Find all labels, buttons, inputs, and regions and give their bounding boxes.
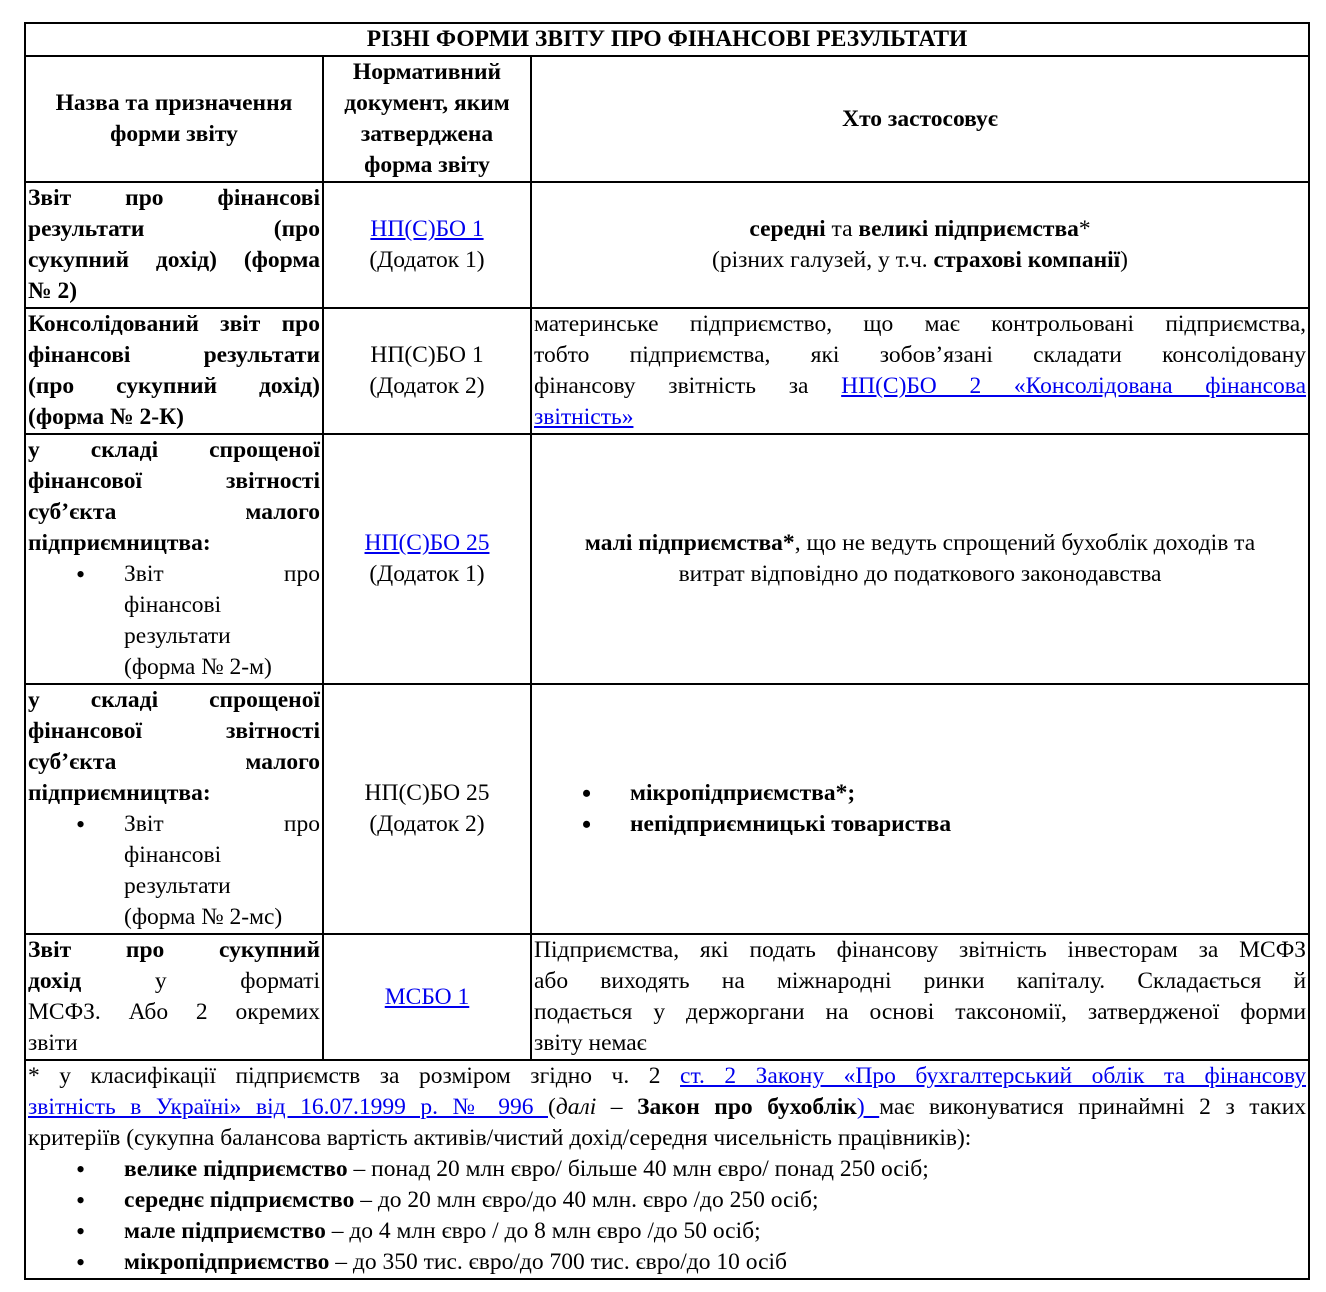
footnote-cell: * у класифікації підприємств за розміром згідно ч. 2 ст. 2 Закону «Про бухгалтерський облік та фінансову звітність в Україні» від 16.07.1999 р. № 996 (далі – Закон про бухоблік) має виконуватися принаймні 2 з таких критеріїв (сукупна балансова вартість активів/чистий дохід/середня чисельність працівників): • велике підприємство – понад 20 млн євро/ більше 40 млн євро/ понад 250 осіб; • середнє підприємство – до 20 млн євро/до 40 млн. євро /до 250 осіб; • мале підприємство – до 4 млн євро / до 8 млн євро /до 50 осіб; • мікропідприємство – до 350 тис. євро/до 700 тис. євро/до 10 осіб [25,1060,1309,1279]
list-item: • Звіт про фінансові результати (форма № 2-м) [124,559,320,683]
list-item: • мале підприємство – до 4 млн євро / до 8 млн євро /до 50 осіб; [124,1216,1306,1247]
table-row [25,434,1309,684]
list-item: • велике підприємство – понад 20 млн євро/ більше 40 млн євро/ понад 250 осіб; [124,1154,1306,1185]
normative-doc-cell [323,182,531,308]
appendix-note: (Додаток 2) [369,811,485,837]
form-name-cell: у складі спрощеної фінансової звітності суб’єкта малого підприємництва: • Звіт про фінансові результати (форма № 2-м) [25,434,323,684]
list-item: • середнє підприємство – до 20 млн євро/до 40 млн. євро /до 250 осіб; [124,1185,1306,1216]
form-name-cell: Звіт про фінансові результати (про сукупний дохід) (форма № 2) [25,182,323,308]
form-name-cell: Консолідований звіт про фінансові результати (про сукупний дохід) (форма № 2-К) [25,308,323,434]
npsbo2-link[interactable]: НП(С)БО 2 «Консолідована фінансова [841,373,1307,399]
who-applies-cell: малі підприємства*, що не ведуть спрощений бухоблік доходів та витрат відповідно до податкового законодавства [531,434,1309,684]
accounting-law-link[interactable]: ст. 2 Закону «Про бухгалтерський облік та фінансову [680,1063,1307,1089]
appendix-note: (Додаток 1) [369,561,485,587]
list-item: • мікропідприємство – до 350 тис. євро/до 700 тис. євро/до 10 осіб [124,1247,1306,1278]
header-who-applies: Хто застосовує [531,56,1309,182]
npsbo1-link[interactable]: НП(С)БО 1 [370,216,484,242]
who-applies-cell: Підприємства, які подать фінансову звітність інвесторам за МСФЗ або виходять на міжнародні ринки капіталу. Складається й подається у держоргани на основі таксономії, затвердженої форми звіту немає [531,934,1309,1060]
normative-doc-cell [323,434,531,684]
table-row [25,308,1309,434]
list-item: • мікропідприємства*; [630,778,1306,809]
table-title: РІЗНІ ФОРМИ ЗВІТУ ПРО ФІНАНСОВІ РЕЗУЛЬТАТИ [25,23,1309,56]
table-row [25,182,1309,308]
list-item: • Звіт про фінансові результати (форма № 2-мс) [124,809,320,933]
normative-doc-cell [323,934,531,1060]
who-applies-cell: середні та великі підприємства* (різних галузей, у т.ч. страхові компанії) [531,182,1309,308]
form-name-cell: Звіт про сукупний дохід у форматі МСФЗ. Або 2 окремих звіти [25,934,323,1060]
table-row [25,934,1309,1060]
who-applies-cell: материнське підприємство, що має контрольовані підприємства, тобто підприємства, які зобов’язані складати консолідовану фінансову звітність за НП(С)БО 2 «Консолідована фінансова звітність» [531,308,1309,434]
npsbo2-link-continued[interactable]: звітність» [534,404,634,430]
accounting-law-link-end[interactable]: ) [856,1094,880,1120]
header-form-name: Назва та призначення форми звіту [25,56,323,182]
form-bullet-list [28,809,320,933]
npsbo25-link[interactable]: НП(С)БО 25 [364,530,490,556]
table-row [25,684,1309,934]
appendix-note: (Додаток 1) [369,247,485,273]
list-item: • непідприємницькі товариства [630,809,1306,840]
who-bullet-list [534,778,1306,840]
form-bullet-list [28,559,320,683]
criteria-list [28,1154,1306,1278]
accounting-law-link-continued[interactable]: звітність в Україні» від 16.07.1999 р. № 996 [28,1094,548,1120]
normative-doc-cell: НП(С)БО 1 (Додаток 2) [323,308,531,434]
form-name-cell: у складі спрощеної фінансової звітності суб’єкта малого підприємництва: • Звіт про фінансові результати (форма № 2-мс) [25,684,323,934]
header-normative-doc: Нормативний документ, яким затверджена форма звіту [323,56,531,182]
who-applies-cell [531,684,1309,934]
msbo1-link[interactable]: МСБО 1 [384,983,470,1010]
appendix-note: (Додаток 2) [369,373,485,399]
footnote-row [25,1060,1309,1279]
normative-doc-cell: НП(С)БО 25 (Додаток 2) [323,684,531,934]
financial-results-forms-table [24,22,1310,1280]
